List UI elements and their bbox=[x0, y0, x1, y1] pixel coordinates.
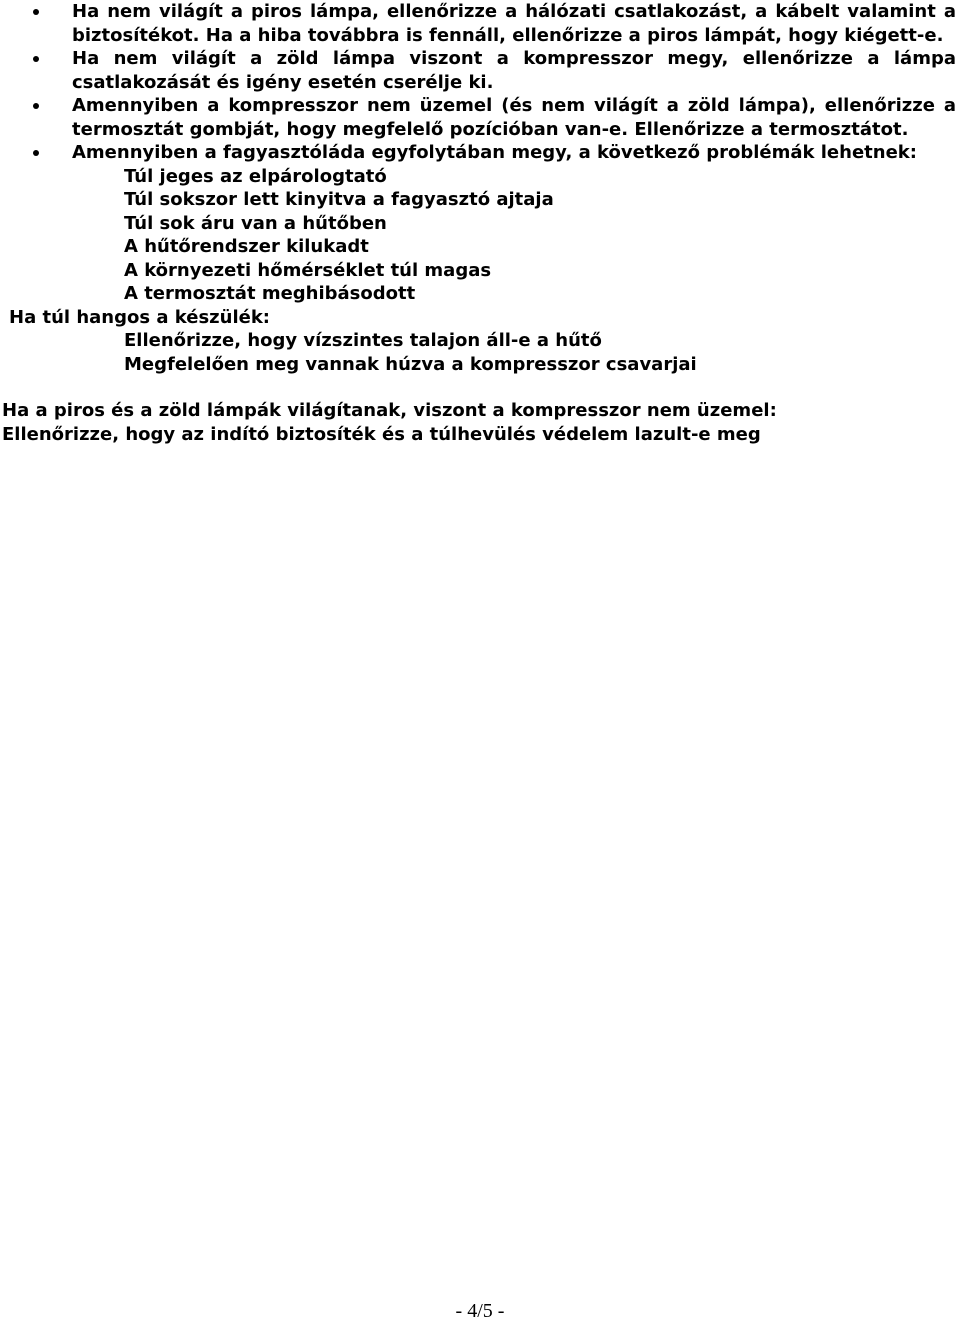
troubleshooting-list bbox=[0, 0, 960, 165]
problem-item: Túl sok áru van a hűtőben bbox=[124, 212, 387, 234]
problem-item: A termosztát meghibásodott bbox=[124, 283, 416, 304]
bullet-text: Amennyiben a kompresszor nem üzemel (és nem világít a zöld lámpa), ellenőrizze a termosztát gombját, hogy megfelelő pozícióban van-e. Ellenőrizze a termosztátot. bbox=[72, 95, 956, 140]
noise-item: Megfelelően meg vannak húzva a kompresszor csavarjai bbox=[124, 353, 697, 375]
bullet-icon bbox=[33, 56, 39, 62]
noise-item: Ellenőrizze, hogy vízszintes talajon áll-e a hűtő bbox=[124, 330, 602, 351]
final-line: Ellenőrizze, hogy az indító biztosíték és a túlhevülés védelem lazult-e meg bbox=[2, 423, 761, 445]
bullet-text: Ha nem világít a zöld lámpa viszont a kompresszor megy, ellenőrizze a lámpa csatlakozását és igény esetén cserélje ki. bbox=[72, 48, 956, 93]
list-item bbox=[0, 94, 960, 141]
problem-item: Túl jeges az elpárologtató bbox=[124, 165, 387, 187]
freezer-problems-list bbox=[0, 165, 960, 306]
noise-items-list bbox=[0, 329, 960, 376]
page-number: - 4/5 - bbox=[455, 1300, 505, 1322]
list-item bbox=[0, 0, 960, 47]
bullet-icon bbox=[33, 103, 39, 109]
final-note bbox=[0, 399, 960, 446]
noise-heading: Ha túl hangos a készülék: bbox=[9, 306, 270, 328]
list-item bbox=[0, 141, 960, 165]
final-line: Ha a piros és a zöld lámpák világítanak, viszont a kompresszor nem üzemel: bbox=[2, 400, 777, 421]
document-body bbox=[0, 0, 960, 446]
bullet-icon bbox=[33, 9, 39, 15]
list-item bbox=[0, 47, 960, 94]
bullet-icon bbox=[33, 150, 39, 156]
problem-item: Túl sokszor lett kinyitva a fagyasztó ajtaja bbox=[124, 189, 554, 210]
bullet-text: Ha nem világít a piros lámpa, ellenőrizze a hálózati csatlakozást, a kábelt valamint a biztosítékot. Ha a hiba továbbra is fennáll, ellenőrizze a piros lámpát, hogy kiégett-e. bbox=[72, 1, 956, 46]
problem-item: A környezeti hőmérséklet túl magas bbox=[124, 259, 492, 281]
bullet-text: Amennyiben a fagyasztóláda egyfolytában megy, a következő problémák lehetnek: bbox=[72, 142, 917, 163]
problem-item: A hűtőrendszer kilukadt bbox=[124, 236, 369, 257]
